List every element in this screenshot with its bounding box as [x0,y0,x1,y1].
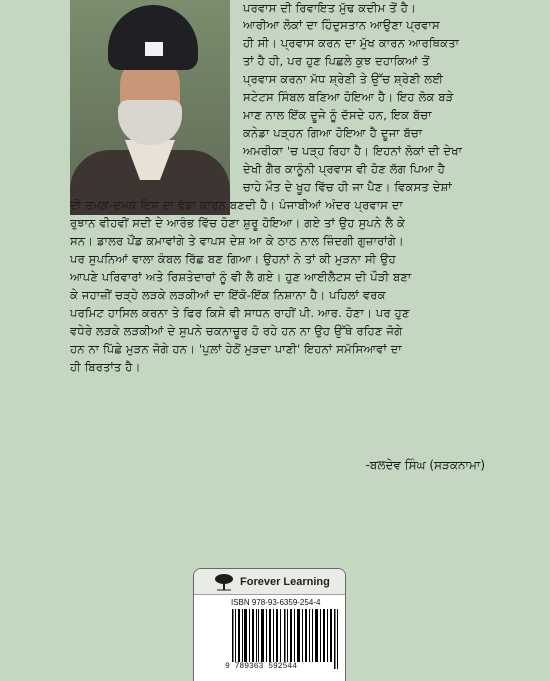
publisher-name: Forever Learning [240,575,330,588]
text-line: ਪਰਵਾਸ ਦੀ ਰਿਵਾਇਤ ਮੁੱਢ ਕਦੀਮ ਤੋਂ ਹੈ। [243,1,416,15]
photo-patka [145,42,163,56]
text-line: ਅਮਰੀਕਾ 'ਚ ਪੜ੍ਹ ਰਿਹਾ ਹੈ। ਇਹਨਾਂ ਲੋਕਾਂ ਦੀ ਦੇਖਾ [243,144,463,158]
text-line: ਹਨ ਨਾ ਪਿੱਛੇ ਮੁੜਨ ਜੋਗੇ ਹਨ। 'ਪੁਲ਼ਾਂ ਹੇਠੋਂ ਮੁੜਦਾ ਪਾਣੀ' ਇਹਨਾਂ ਸਮੱਸਿਆਵਾਂ ਦਾ [70,342,402,356]
author-signature: -ਬਲਦੇਵ ਸਿੰਘ (ਸੜਕਨਾਮਾ) [365,458,485,472]
text-line: ਸਨ। ਡਾਲਰ ਪੌਂਡ ਕਮਾਵਾਂਗੇ ਤੇ ਵਾਪਸ ਦੇਸ਼ ਆ ਕੇ ਠਾਠ ਨਾਲ ਜ਼ਿੰਦਗੀ ਗੁਜ਼ਾਰਾਂਗੇ। [70,234,404,248]
text-line: ਮਾਣ ਨਾਲ ਇੱਕ ਦੂਜੇ ਨੂੰ ਦੱਸਦੇ ਹਨ, ਇਕ ਬੱਚਾ [243,108,432,122]
text-line: ਹੀ ਸੀ। ਪ੍ਰਵਾਸ ਕਰਨ ਦਾ ਮੁੱਖ ਕਾਰਨ ਆਰਥਿਕਤਾ [243,36,460,50]
text-line: ਪਰ ਸੁਪਨਿਆਂ ਵਾਲਾ ਕੰਬਲ ਰਿੱਛ ਬਣ ਗਿਆ। ਉਹਨਾਂ ਨੇ ਤਾਂ ਕੀ ਮੁੜਨਾ ਸੀ ਉਹ [70,252,396,266]
text-line: ਪ੍ਰਵਾਸ ਕਰਨਾ ਮੱਧ ਸ਼੍ਰੇਣੀ ਤੇ ਉੱਚ ਸ਼੍ਰੇਣੀ ਲਈ [243,72,444,86]
author-photo [70,0,230,215]
text-line: ਕਨੇਡਾ ਪੜ੍ਹਨ ਗਿਆ ਹੋਇਆ ਹੈ ਦੂਜਾ ਬੱਚਾ [243,126,423,140]
publisher-bar [194,569,345,595]
text-line: ਆਪਣੇ ਪਰਿਵਾਰਾਂ ਅਤੇ ਰਿਸ਼ਤੇਦਾਰਾਂ ਨੂੰ ਵੀ ਲੈ ਗਏ। ਹੁਣ ਆਈਲੈਟਸ ਦੀ ਪੌੜੀ ਬਣਾ [70,270,412,284]
tree-icon [214,573,234,591]
text-line: ਸਟੇਟਸ ਸਿੰਬਲ ਬਣਿਆ ਹੋਇਆ ਹੈ। ਇਹ ਲੋਕ ਬੜੇ [243,90,454,104]
barcode-bars [232,609,340,669]
isbn-digits: 9 789363 592544 [225,662,298,671]
text-line: ਕੇ ਜਹਾਜ਼ੀਂ ਚੜ੍ਹੇ ਲੜਕੇ ਲੜਕੀਆਂ ਦਾ ਇੱਕੋ-ਇੱਕ ਨਿਸ਼ਾਨਾ ਹੈ। ਪਹਿਲਾਂ ਵਰਕ [70,288,386,302]
text-line: ਪਰਮਿਟ ਹਾਸਿਲ ਕਰਨਾ ਤੇ ਫਿਰ ਕਿਸੇ ਵੀ ਸਾਧਨ ਰਾਹੀਂ ਪੀ. ਆਰ. ਹੋਣਾ। ਪਰ ਹੁਣ [70,306,410,320]
text-line: ਚਾਹੇ ਮੌਤ ਦੇ ਖੂਹ ਵਿੱਚ ਹੀ ਜਾ ਪੈਣ। ਵਿਕਸਤ ਦੇਸ਼ਾਂ [243,180,452,194]
text-line: ਦੀ ਚਮਕ-ਦਮਕ ਇਸ ਦਾ ਵੱਡਾ ਕਾਰਨ ਬਣਦੀ ਹੈ। ਪੰਜਾਬੀਆਂ ਅੰਦਰ ਪ੍ਰਵਾਸ ਦਾ [70,198,404,212]
text-line: ਵਧੇਰੇ ਲੜਕੇ ਲੜਕੀਆਂ ਦੇ ਸੁਪਨੇ ਚਕਨਾਚੂਰ ਹੋ ਰਹੇ ਹਨ ਨਾ ਉਹ ਉੱਥੇ ਰਹਿਣ ਜੋਗੇ [70,324,403,338]
text-line: ਆਰੀਆ ਲੋਕਾਂ ਦਾ ਹਿੰਦੁਸਤਾਨ ਆਉਣਾ ਪ੍ਰਵਾਸ [243,18,440,32]
text-line: ਹੀ ਬਿਰਤਾਂਤ ਹੈ। [70,360,141,374]
text-line: ਰੁਝਾਨ ਵੀਹਵੀਂ ਸਦੀ ਦੇ ਆਰੰਭ ਵਿੱਚ ਹੋਣਾ ਸ਼ੁਰੂ ਹੋਇਆ। ਗਏ ਤਾਂ ਉਹ ਸੁਪਨੇ ਲੈ ਕੇ [70,216,406,230]
isbn-text: ISBN 978-93-6359-254-4 [231,598,321,607]
text-line: ਦੇਖੀ ਗੈਰ ਕਾਨੂੰਨੀ ਪ੍ਰਵਾਸ ਵੀ ਹੋਣ ਲੱਗ ਪਿਆ ਹੈ [243,162,446,176]
text-line: ਤਾਂ ਹੈ ਹੀ, ਪਰ ਹੁਣ ਪਿਛਲੇ ਕੁਝ ਦਹਾਕਿਆਂ ਤੋਂ [243,54,430,68]
photo-beard [118,100,182,145]
barcode-panel [193,568,346,681]
photo-turban [108,5,198,70]
